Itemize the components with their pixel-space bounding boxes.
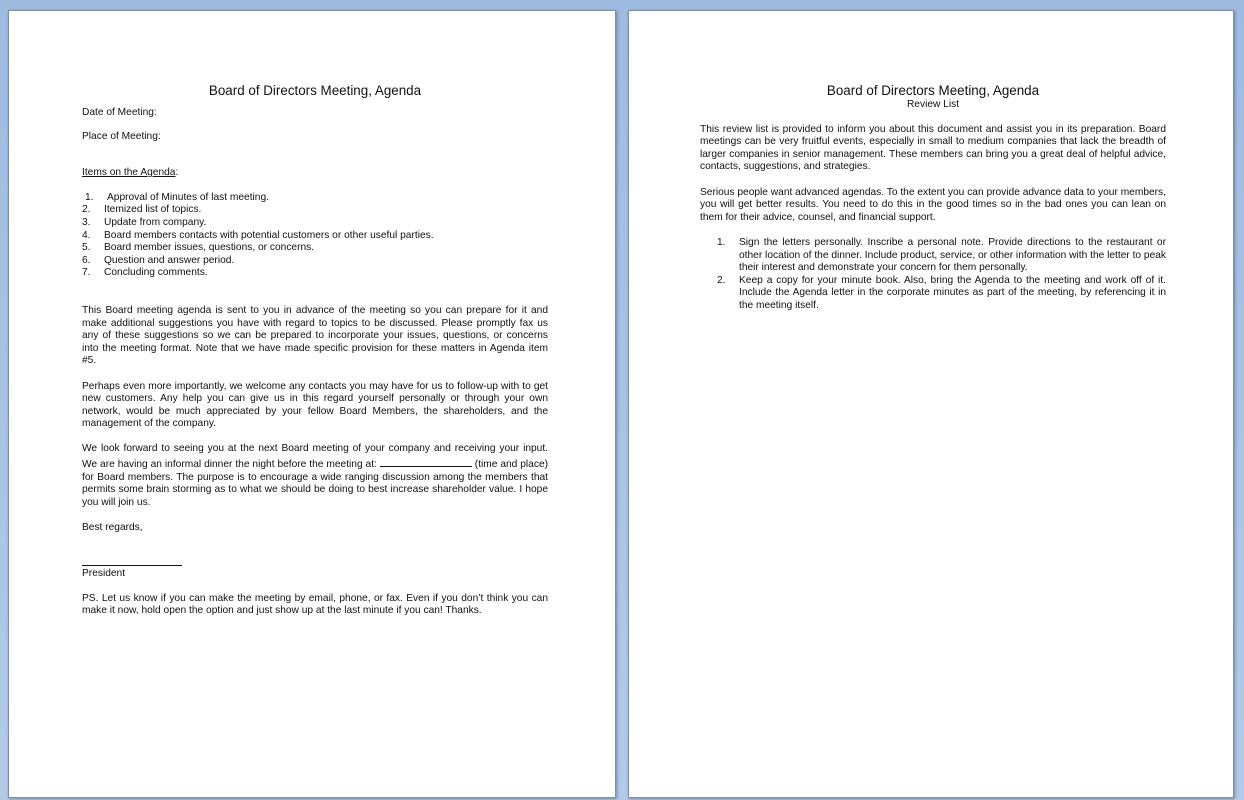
agenda-item-text: Question and answer period.: [104, 254, 235, 266]
document-page-1: [8, 10, 616, 798]
agenda-item-text: Concluding comments.: [104, 267, 208, 279]
agenda-items-heading: Items on the Agenda: [82, 167, 176, 179]
page-1-content: [82, 83, 548, 618]
page-subtitle: Review List: [906, 99, 960, 110]
body-paragraph-dinner: [82, 443, 548, 509]
body-paragraph-contacts: Perhaps even more importantly, we welcome any contacts you may have for us to follow-up with to get new customers. Any help you can give us in this regard yourself personally or through your own network, would be much appreciated by your fellow Board Members, the shareholders, and the management of the company.: [82, 380, 548, 430]
agenda-item-number: 6.: [82, 254, 91, 266]
page-title: Board of Directors Meeting, Agenda: [826, 83, 1040, 98]
agenda-item-number: 4.: [82, 229, 91, 241]
review-item-text: Sign the letters personally. Inscribe a personal note. Provide directions to the restaurant or other location of the dinner. Include product, service, or other information with the letter to peak their interest and demonstrate your concern for them personally.: [739, 236, 1166, 274]
agenda-item-text: Board member issues, questions, or concerns.: [104, 242, 315, 254]
review-paragraph-agendas: Serious people want advanced agendas. To the extent you can provide advance data to your members, you will get better results. You need to do this in the good times so in the bad ones you can lean on them for their advice, counsel, and financial support.: [700, 186, 1166, 223]
agenda-item: [82, 255, 548, 268]
agenda-items-heading-colon: :: [175, 167, 179, 179]
review-list: [700, 237, 1166, 313]
signature-line: [82, 565, 182, 566]
agenda-item-number: 1.: [85, 191, 94, 203]
review-item-text: Keep a copy for your minute book. Also, bring the Agenda to the meeting and work off of it. Include the Agenda letter in the corporate minutes as part of the meeting, by referencing it in the meeting itself.: [739, 274, 1166, 311]
postscript: PS. Let us know if you can make the meeting by email, phone, or fax. Even if you don’t think you can make it now, hold open the option and just show up at the last minute if you can! Thanks.: [82, 592, 548, 617]
place-of-meeting-label: Place of Meeting:: [82, 130, 161, 142]
agenda-item: [82, 230, 548, 243]
agenda-item-number: 5.: [82, 242, 91, 254]
agenda-item-text: Approval of Minutes of last meeting.: [107, 191, 269, 203]
page-2-content: [700, 83, 1166, 313]
agenda-item-number: 2.: [82, 204, 91, 216]
agenda-item-number: 3.: [82, 216, 91, 228]
signer-title: President: [82, 567, 126, 579]
document-page-2: [628, 10, 1234, 798]
date-of-meeting-label: Date of Meeting:: [82, 107, 157, 118]
agenda-item-text: Update from company.: [104, 216, 207, 228]
review-paragraph-intro: This review list is provided to inform you about this document and assist you in its preparation. Board meetings can be very fruitful events, especially in small to medium companies that lack the breadth of larger companies in senior management. These members can bring you a great deal of helpful advice, contacts, suggestions, and strategies.: [700, 123, 1166, 173]
page-title: Board of Directors Meeting, Agenda: [208, 83, 422, 98]
review-item: [717, 274, 1166, 313]
agenda-item: [82, 217, 548, 230]
dinner-location-blank: [380, 456, 472, 467]
agenda-list: [82, 192, 548, 280]
agenda-item: [82, 192, 548, 205]
agenda-item-text: Itemized list of topics.: [104, 204, 202, 216]
review-item-number: 2.: [717, 274, 726, 286]
agenda-item: [82, 267, 548, 280]
dinner-text-end: (time and place) for Board members. The purpose is to encourage a wide ranging discussion among the members that permits some brain storming as to what we should be doing to best increase shareholder value. I hope you will join us.: [82, 459, 548, 508]
agenda-item: [82, 204, 548, 217]
agenda-item-number: 7.: [82, 267, 91, 279]
review-item-number: 1.: [717, 236, 726, 248]
dinner-text-start: We look forward to seeing you at the next Board meeting of your company and receiving your input. We are having an informal dinner the night before the meeting at:: [82, 443, 548, 471]
body-paragraph-advance-notice: This Board meeting agenda is sent to you in advance of the meeting so you can prepare for it and make additional suggestions you have with regard to topics to be discussed. Please promptly fax us any of these suggestions so we can be prepared to incorporate your issues, questions, or concerns into the meeting format. Note that we have made specific provision for these matters in Agenda item #5.: [82, 304, 548, 367]
agenda-item: [82, 242, 548, 255]
agenda-item-text: Board members contacts with potential customers or other useful parties.: [104, 229, 434, 241]
review-item: [717, 236, 1166, 275]
closing-salutation: Best regards,: [82, 522, 143, 534]
